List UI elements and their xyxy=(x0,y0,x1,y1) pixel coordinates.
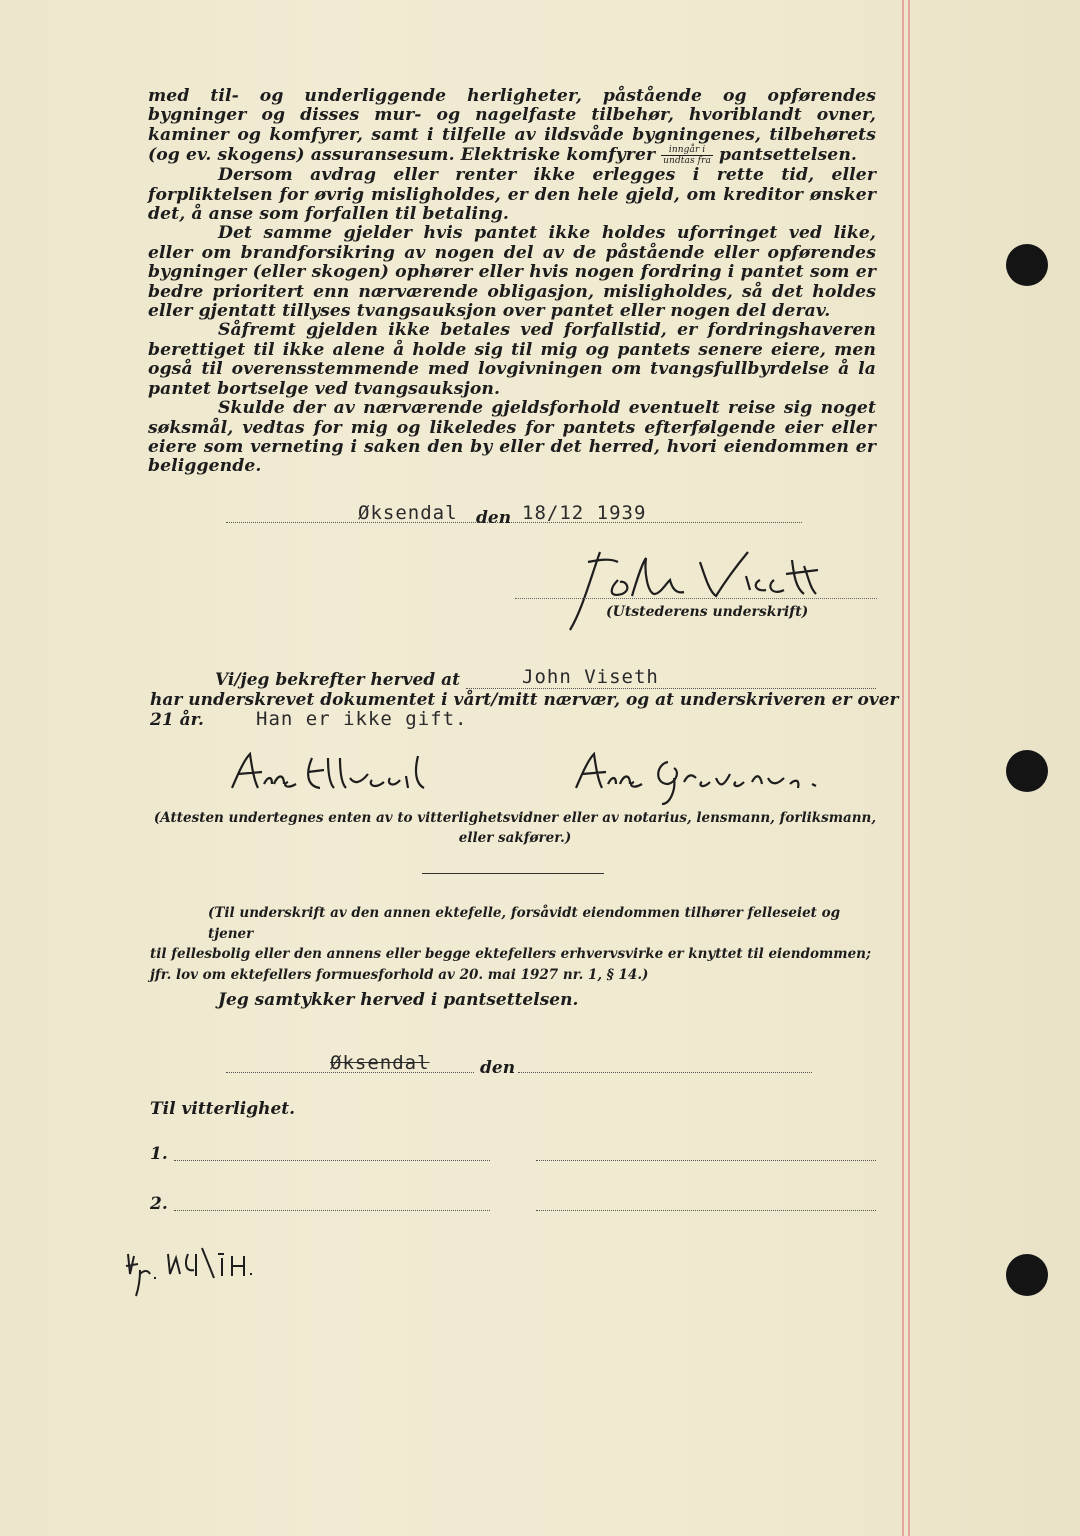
dateline-den: den xyxy=(476,508,512,528)
attest-note: (Attesten undertegnes enten av to vitterlighetsvidner eller av notarius, lensmann, forliksmann, eller sakfører.) xyxy=(153,810,877,846)
witness-note: Han er ikke gift. xyxy=(256,708,468,730)
paragraph-5: Skulde der av nærværende gjeldsforhold eventuelt reise sig noget søksmål, vedtas for mig og likeledes for pantets efterfølgende eier eller eiere som verneting i saken den by eller det herred, hvori eiendommen er beliggende. xyxy=(148,398,876,477)
punch-hole xyxy=(1006,244,1048,286)
dateline-date: 18/12 1939 xyxy=(522,502,647,524)
witness-line2: har underskrevet dokumentet i vårt/mitt nærvær, og at underskriveren er over xyxy=(150,690,899,710)
punch-hole xyxy=(1006,1254,1048,1296)
spouse-note: (Til underskrift av den annen ektefelle, forsåvidt eiendommen tilhører felleseiet og tjener til fellesbolig eller den annens eller begge ektefellers erhvervsvirke er knyttet til eiendommen; jfr. lov om ektefellers formuesforhold av 20. mai 1927 nr. 1, § 14.) xyxy=(150,905,871,983)
paragraph-3: Det samme gjelder hvis pantet ikke holdes uforringet ved like, eller om brandforsikring av nogen del av de påstående eller opførendes bygninger (eller skogen) ophører eller hvis nogen fordring i pantet som er bedre prioritert enn nærværende obligasjon, misligholdes, så det holdes eller gjentatt tillyses tvangsauksjon over pantet eller nogen del derav. xyxy=(148,223,876,322)
witness-1b-dotted-line xyxy=(536,1160,876,1161)
punch-hole xyxy=(1006,750,1048,792)
witness-age: 21 år. xyxy=(150,710,204,730)
issuer-signature-line xyxy=(515,598,877,599)
witness-2-dotted-line xyxy=(174,1210,490,1211)
body-text xyxy=(148,87,876,477)
witness-1-dotted-line xyxy=(174,1160,490,1161)
margin-line xyxy=(902,0,904,1536)
witness-number-2: 2. xyxy=(150,1194,168,1214)
paragraph-2: Dersom avdrag eller renter ikke erlegges i rette tid, eller forpliktelsen for øvrig misligholdes, er den hele gjeld, om kreditor ønsker det, å anse som forfallen til betaling. xyxy=(148,165,876,225)
witness-dotted-line xyxy=(466,688,876,689)
spouse-date-dotted-line xyxy=(518,1072,812,1073)
witness-signature-1 xyxy=(228,748,488,808)
margin-line xyxy=(908,0,910,1536)
paragraph-1: med til- og underliggende herligheter, påstående og opførendes bygninger og disses mur- og nagelfaste tilbehør, hvoriblandt ovner, kaminer og komfyrer, samt i tilfelle av ildsvåde bygningenes, tilbehørets (og ev. skogens) assuransesum. Elektriske komfyrer $\frac{\text{inngår i}}{\text{undtas fra}}$ pantsettelsen. xyxy=(148,86,876,167)
fraction-choice: $\frac{\text{inngår i}}{\text{undtas fra}}$ xyxy=(663,145,711,167)
witness-signature-2 xyxy=(572,748,902,808)
paragraph-4: Såfremt gjelden ikke betales ved forfallstid, er fordringshaveren berettiget til ikke alene å holde sig til mig og pantets senere eiere, men også til overensstemmende med lovgivningen om tvangsfullbyrdelse å la pantet bortselge ved tvangsauksjon. xyxy=(148,320,876,399)
dateline-place: Øksendal xyxy=(358,502,458,524)
witness-prefix: Vi/jeg bekrefter herved at xyxy=(215,670,460,690)
separator-line xyxy=(422,873,604,874)
issuer-caption: (Utstederens underskrift) xyxy=(606,604,809,620)
spouse-consent: Jeg samtykker herved i pantsettelsen. xyxy=(218,990,579,1010)
witness-2b-dotted-line xyxy=(536,1210,876,1211)
witness-name: John Viseth xyxy=(522,666,659,688)
witness-number-1: 1. xyxy=(150,1144,168,1164)
dateline-dotted-line xyxy=(226,522,802,523)
spouse-place: Øksendal xyxy=(330,1052,430,1074)
til-vitterlighet: Til vitterlighet. xyxy=(150,1099,296,1119)
handwritten-mark xyxy=(118,1244,268,1304)
spouse-den: den xyxy=(480,1058,516,1078)
